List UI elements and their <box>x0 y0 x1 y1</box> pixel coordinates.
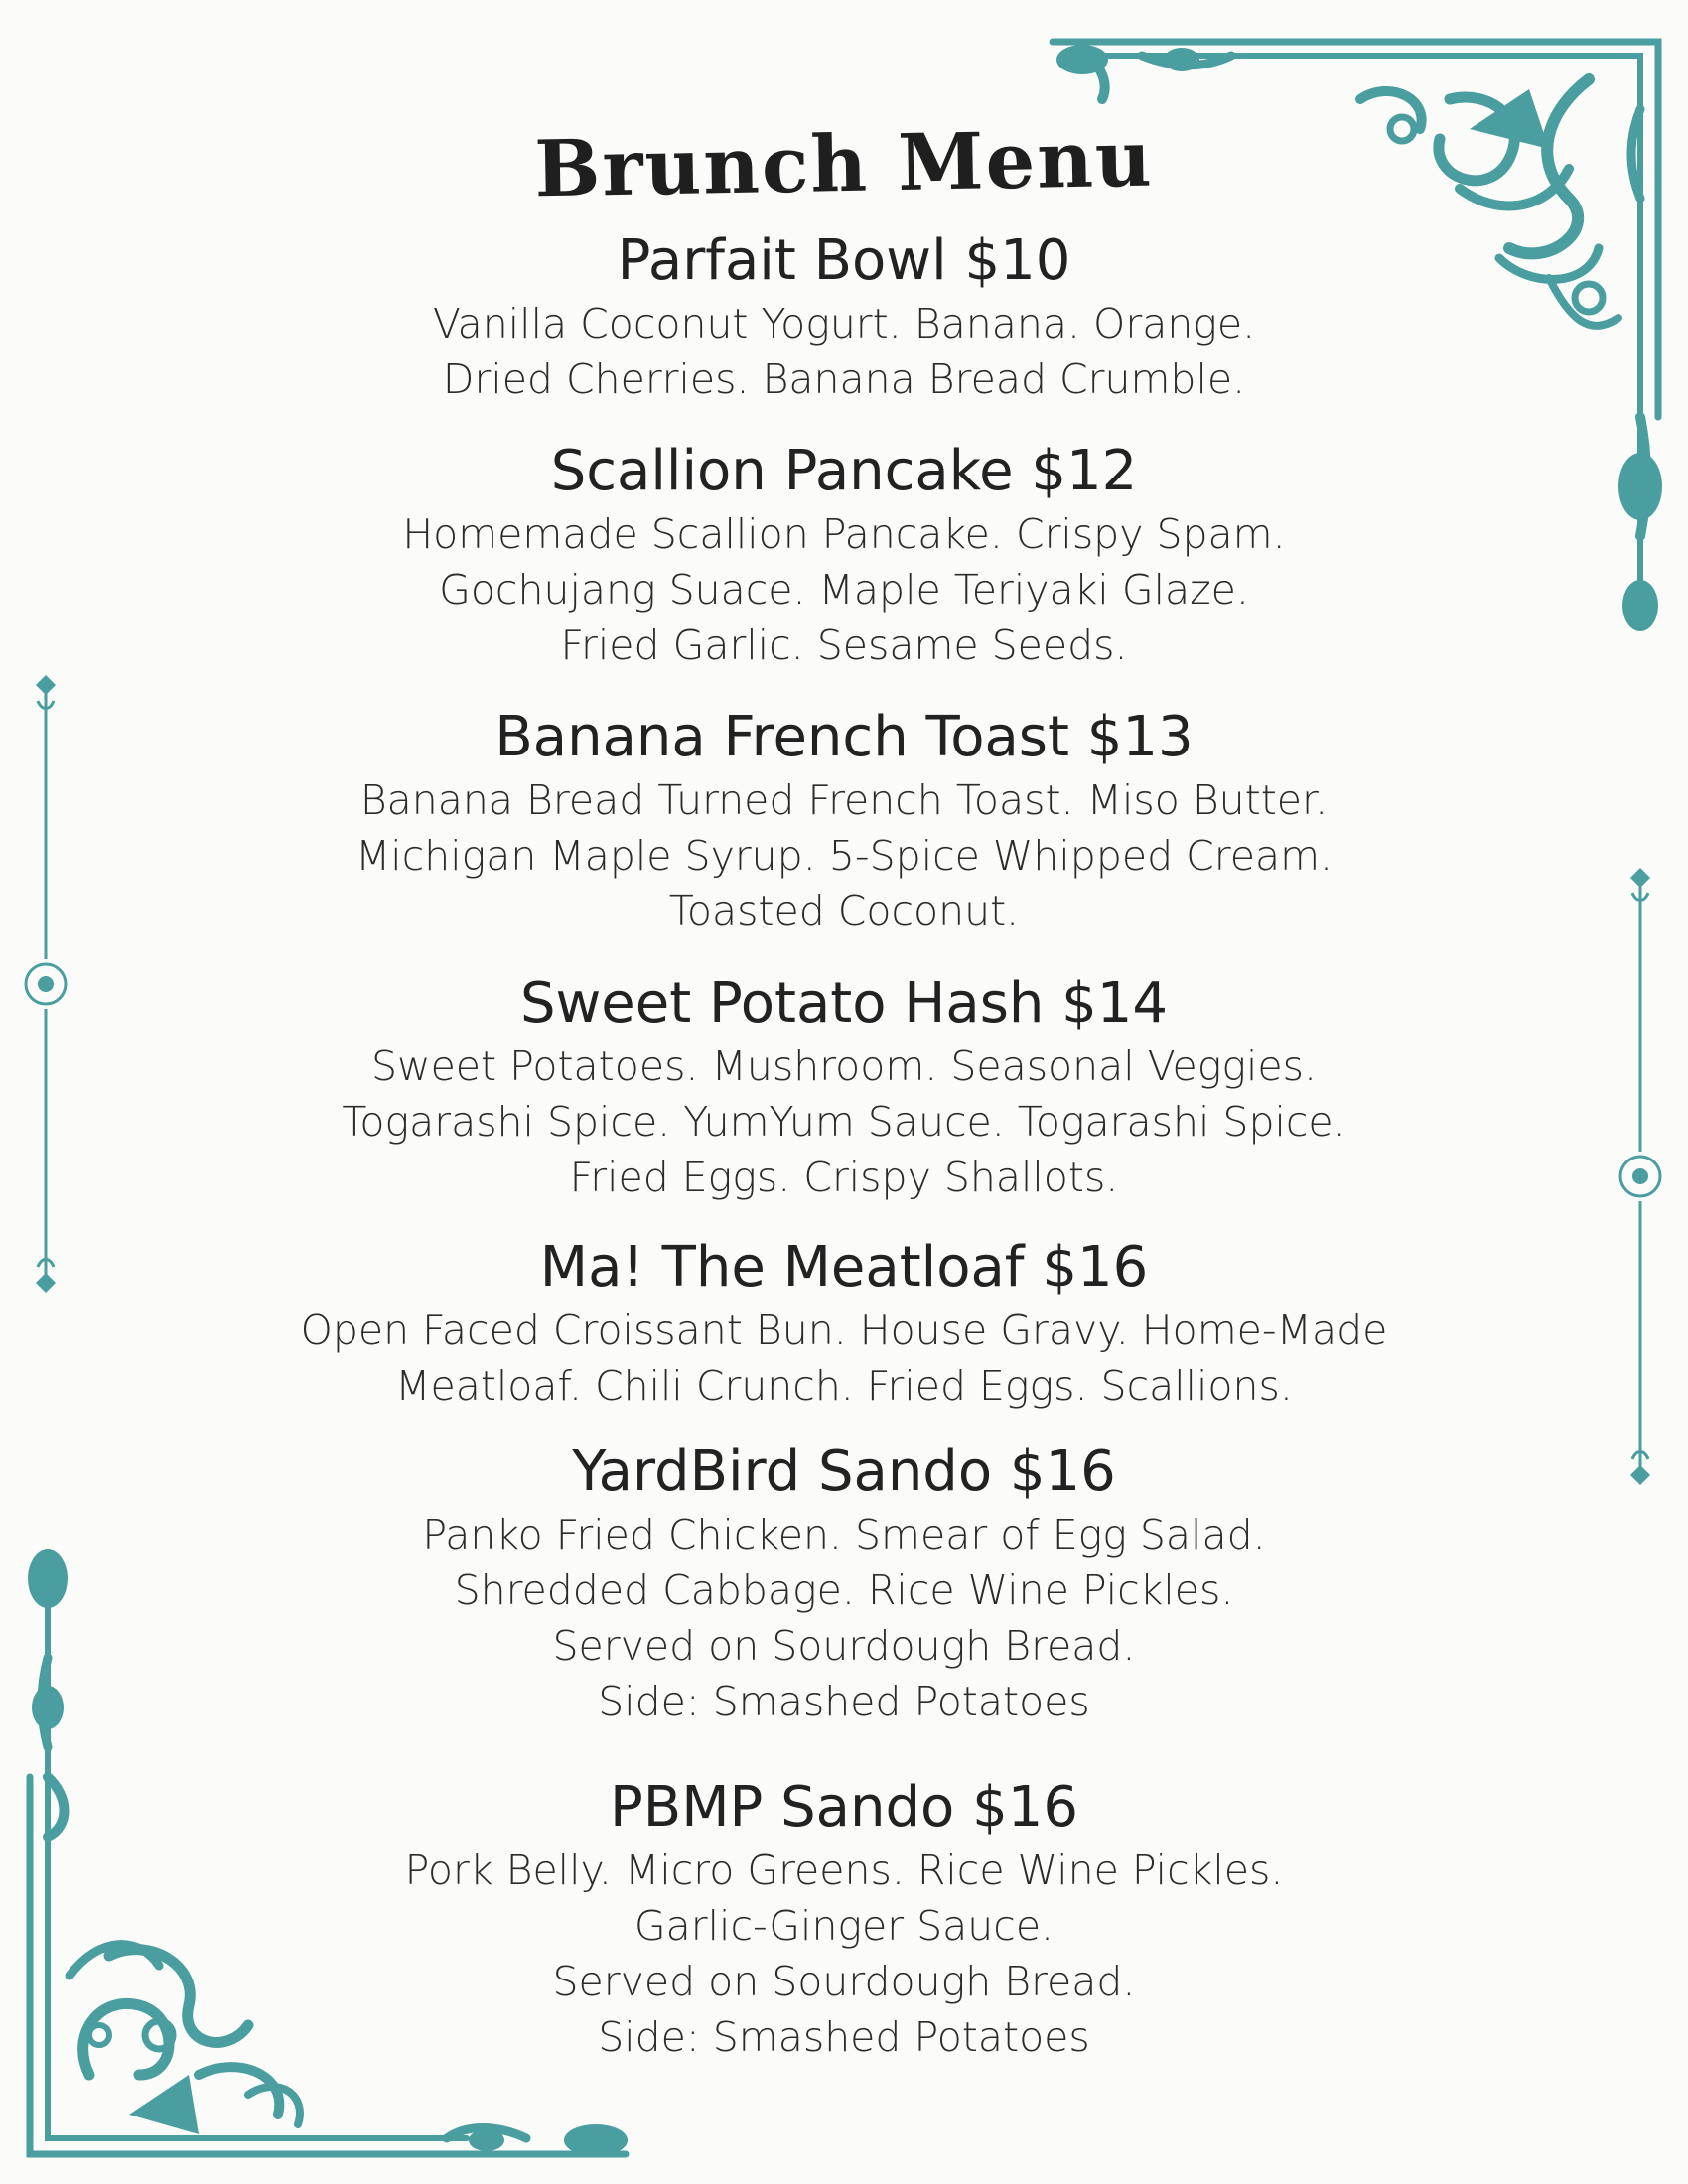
description-line: Side: Smashed Potatoes <box>598 2013 1090 2061</box>
menu-item-description <box>248 772 1440 939</box>
menu-item-name: Parfait Bowl $10 <box>617 228 1071 293</box>
menu-item <box>248 437 1440 673</box>
description-line: Michigan Maple Syrup. 5-Spice Whipped Cream. <box>354 832 1334 880</box>
menu-item-name: Scallion Pancake $12 <box>550 439 1138 503</box>
menu-item <box>248 1233 1440 1414</box>
menu-items-list <box>248 226 1440 2065</box>
description-line: Served on Sourdough Bread. <box>552 1622 1136 1670</box>
description-line: Fried Eggs. Crispy Shallots. <box>569 1154 1119 1201</box>
description-line: Side: Smashed Potatoes <box>598 1678 1090 1725</box>
menu-item <box>248 703 1440 939</box>
description-line: Sweet Potatoes. Mushroom. Seasonal Veggies. <box>371 1042 1317 1090</box>
description-line: Vanilla Coconut Yogurt. Banana. Orange. <box>432 300 1256 347</box>
menu-item-name: Sweet Potato Hash $14 <box>519 971 1169 1035</box>
description-line: Panko Fried Chicken. Smear of Egg Salad. <box>422 1511 1266 1559</box>
menu-title: Brunch Menu <box>533 113 1155 215</box>
description-line: Meatloaf. Chili Crunch. Fried Eggs. Scallions. <box>395 1362 1293 1410</box>
menu-item-name: Banana French Toast $13 <box>494 705 1194 769</box>
description-line: Togarashi Spice. YumYum Sauce. Togarashi Spice. <box>342 1098 1346 1146</box>
description-line: Shredded Cabbage. Rice Wine Pickles. <box>454 1567 1234 1614</box>
description-line: Pork Belly. Micro Greens. Rice Wine Pickles. <box>404 1846 1284 1894</box>
description-line: Garlic-Ginger Sauce. <box>633 1902 1055 1950</box>
menu-item-description <box>248 1507 1440 1729</box>
description-line: Dried Cherries. Banana Bread Crumble. <box>442 355 1246 403</box>
description-line: Fried Garlic. Sesame Seeds. <box>560 621 1128 669</box>
menu-item-name: Ma! The Meatloaf $16 <box>539 1235 1149 1299</box>
menu-item <box>248 969 1440 1205</box>
menu-item-name: YardBird Sando $16 <box>572 1439 1116 1504</box>
description-line: Gochujang Suace. Maple Teriyaki Glaze. <box>439 566 1249 614</box>
menu-item-description <box>248 1302 1440 1414</box>
description-line: Served on Sourdough Bread. <box>552 1958 1136 2005</box>
right-divider-ornament-icon <box>1613 864 1668 1489</box>
description-line: Open Faced Croissant Bun. House Gravy. Home-Made <box>300 1306 1388 1354</box>
menu-item <box>248 226 1440 407</box>
left-divider-ornament-icon <box>18 671 73 1297</box>
description-line: Toasted Coconut. <box>668 887 1020 935</box>
menu-item <box>248 1773 1440 2065</box>
menu-item <box>248 1437 1440 1729</box>
menu-item-description <box>248 296 1440 407</box>
menu-item-name: PBMP Sando $16 <box>610 1775 1078 1840</box>
menu-item-description <box>248 1843 1440 2065</box>
menu-item-description <box>248 1038 1440 1205</box>
description-line: Banana Bread Turned French Toast. Miso Butter. <box>359 776 1329 824</box>
description-line: Homemade Scallion Pancake. Crispy Spam. <box>402 510 1286 558</box>
menu-item-description <box>248 506 1440 673</box>
